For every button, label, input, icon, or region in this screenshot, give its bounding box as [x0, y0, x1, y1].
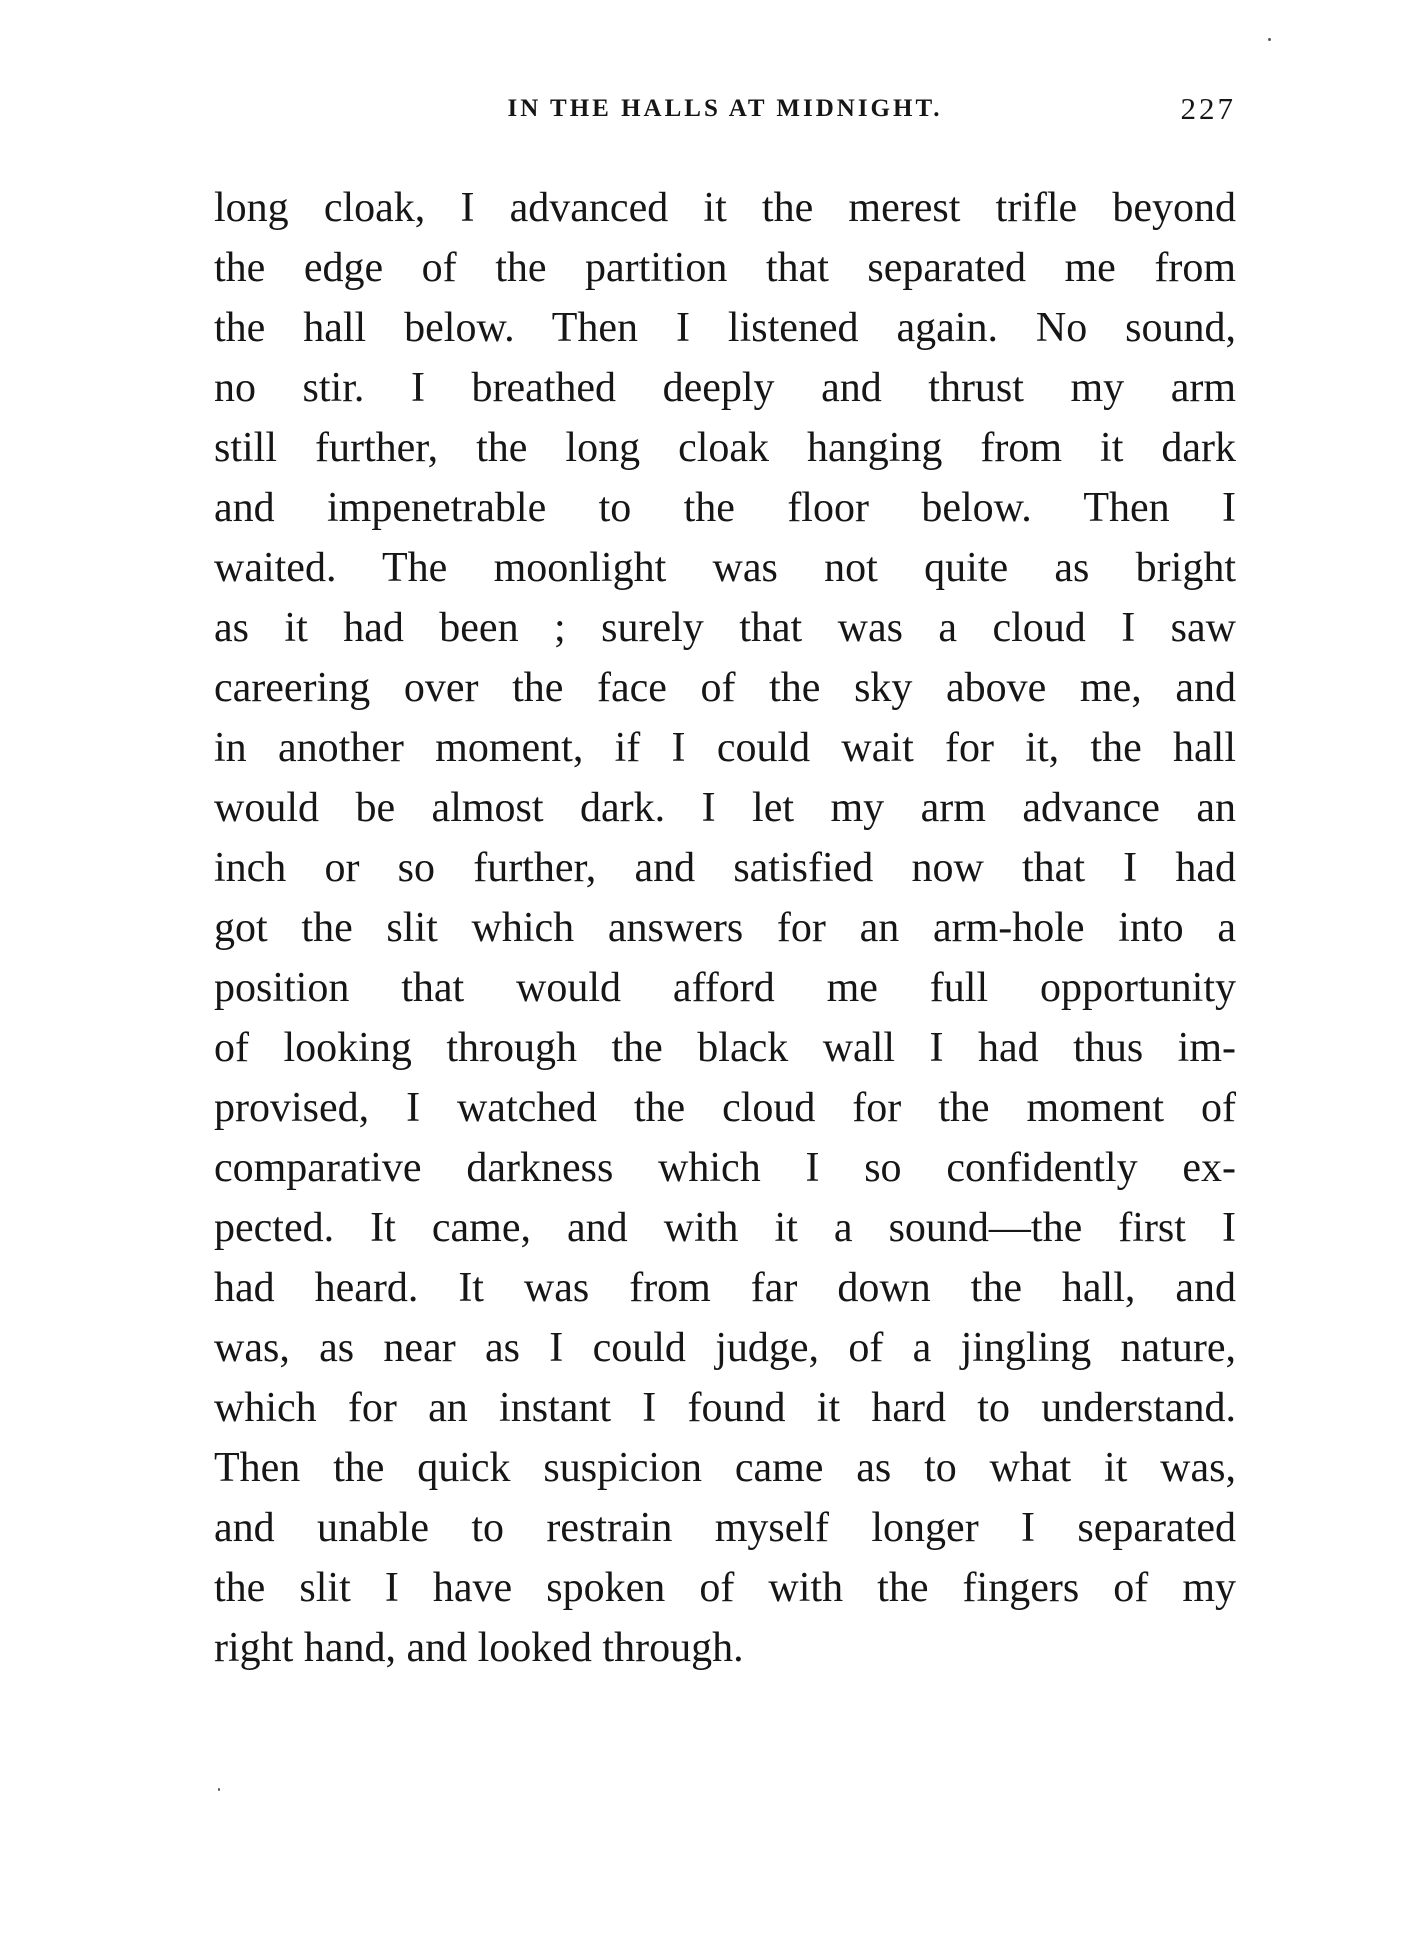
text-line: comparative darkness which I so confidently ex- — [214, 1145, 1236, 1191]
text-line: as it had been ; surely that was a cloud I saw — [214, 605, 1236, 651]
text-line: waited. The moonlight was not quite as bright — [214, 545, 1236, 591]
text-line: the edge of the partition that separated me from — [214, 245, 1236, 291]
text-line: no stir. I breathed deeply and thrust my arm — [214, 365, 1236, 411]
text-line: long cloak, I advanced it the merest trifle beyond — [214, 185, 1236, 231]
text-line: provised, I watched the cloud for the moment of — [214, 1085, 1236, 1131]
body-text — [214, 178, 1236, 1678]
text-line: careering over the face of the sky above me, and — [214, 665, 1236, 711]
text-line: had heard. It was from far down the hall, and — [214, 1265, 1236, 1311]
paper-speck — [218, 1788, 220, 1791]
text-line: still further, the long cloak hanging from it dark — [214, 425, 1236, 471]
text-line: and unable to restrain myself longer I separated — [214, 1505, 1236, 1551]
text-line: Then the quick suspicion came as to what it was, — [214, 1445, 1236, 1491]
text-line: got the slit which answers for an arm-hole into a — [214, 905, 1236, 951]
paper-speck — [1268, 38, 1271, 41]
text-line: was, as near as I could judge, of a jingling nature, — [214, 1325, 1236, 1371]
text-line: and impenetrable to the floor below. Then I — [214, 485, 1236, 531]
text-line: which for an instant I found it hard to understand. — [214, 1385, 1236, 1431]
text-line: pected. It came, and with it a sound—the first I — [214, 1205, 1236, 1251]
running-head — [214, 92, 1236, 132]
text-line: position that would afford me full opportunity — [214, 965, 1236, 1011]
text-line: in another moment, if I could wait for it, the hall — [214, 725, 1236, 771]
text-line: the hall below. Then I listened again. No sound, — [214, 305, 1236, 351]
running-title: IN THE HALLS AT MIDNIGHT. — [507, 95, 943, 122]
text-line: inch or so further, and satisfied now that I had — [214, 845, 1236, 891]
text-line: of looking through the black wall I had thus im- — [214, 1025, 1236, 1071]
text-line: the slit I have spoken of with the fingers of my — [214, 1565, 1236, 1611]
text-line-last: right hand, and looked through. — [214, 1625, 744, 1671]
text-line: would be almost dark. I let my arm advance an — [214, 785, 1236, 831]
page-number: 227 — [1180, 91, 1236, 126]
